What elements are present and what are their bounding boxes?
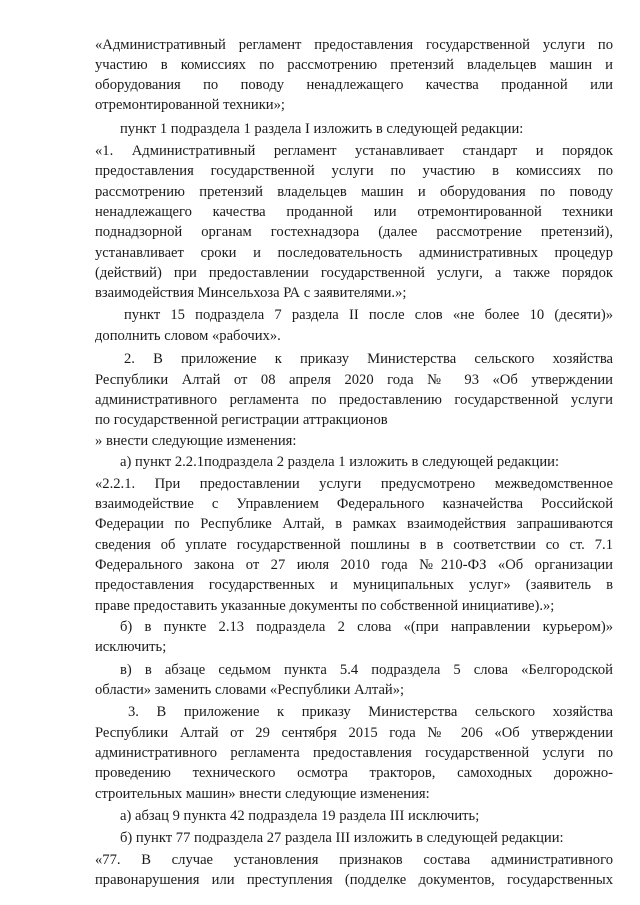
- text-line: праве предоставить указанные документы по собственной инициативе).»;: [95, 598, 555, 614]
- text-line: б) в пункте 2.13 подраздела 2 слова «(при направлении курьером)»: [120, 619, 613, 635]
- text-line: исключить;: [95, 639, 167, 655]
- text-line: ненадлежащего качества проданной или отремонтированной техники: [95, 204, 613, 220]
- text-line: 3. В приложение к приказу Министерства сельского хозяйства: [128, 704, 613, 720]
- text-line: Федерации по Республике Алтай, в рамках взаимодействия запрашиваются: [95, 516, 613, 532]
- text-line: поднадзорной органам гостехнадзора (далее рассмотрение претензий),: [95, 224, 613, 240]
- text-line: а) абзац 9 пункта 42 подраздела 19 раздела III исключить;: [120, 808, 480, 824]
- text-line: пункт 1 подраздела 1 раздела I изложить в следующей редакции:: [120, 121, 524, 137]
- text-line: а) пункт 2.2.1подраздела 2 раздела 1 изложить в следующей редакции:: [120, 454, 559, 470]
- text-line: рассмотрению претензий владельцев машин и оборудования по поводу: [95, 184, 613, 200]
- text-line: отремонтированной техники»;: [95, 97, 285, 113]
- text-line: административного регламента предоставления государственной услуги по: [95, 745, 613, 761]
- text-line: правонарушения или преступления (подделке документов, государственных: [95, 872, 613, 888]
- text-line: пункт 15 подраздела 7 раздела II после слов «не более 10 (десяти)»: [124, 307, 613, 323]
- text-line: Федерального закона от 27 июля 2010 года №210-ФЗ «Об организации: [95, 557, 613, 573]
- text-line: 2. В приложение к приказу Министерства сельского хозяйства: [124, 351, 613, 367]
- text-line: взаимодействие с Управлением Федерального казначейства Российской: [95, 496, 613, 512]
- text-line: «2.2.1. При предоставлении услуги предусмотрено межведомственное: [95, 476, 613, 492]
- text-line: административного регламента по предоставлению государственной услуги: [95, 392, 613, 408]
- text-line: сведения об уплате государственной пошлины в в соответствии со ст. 7.1: [95, 537, 613, 553]
- text-line: б) пункт 77 подраздела 27 раздела III изложить в следующей редакции:: [120, 830, 564, 846]
- text-line: Республики Алтай от 29 сентября 2015 года № 206 «Об утверждении: [95, 725, 613, 741]
- text-line: участию в комиссиях по рассмотрению претензий владельцев машин и: [95, 57, 613, 73]
- text-line: дополнить словом «рабочих».: [95, 328, 281, 344]
- text-line: взаимодействия Минсельхоза РА с заявителями.»;: [95, 285, 407, 301]
- text-line: области» заменить словами «Республики Алтай»;: [95, 682, 405, 698]
- text-line: проведению технического осмотра тракторов, самоходных дорожно-: [95, 765, 613, 781]
- text-line: оборудования по поводу ненадлежащего качества проданной или: [95, 77, 613, 93]
- text-line: в) в абзаце седьмом пункта 5.4 подраздела 5 слова «Белгородской: [120, 662, 613, 678]
- text-line: устанавливает сроки и последовательность административных процедур: [95, 245, 613, 261]
- text-line: (действий) при предоставлении государственной услуги, а также порядок: [95, 265, 613, 281]
- text-line: предоставления государственных и муниципальных услуг» (заявитель в: [95, 577, 613, 593]
- text-line: «1. Административный регламент устанавливает стандарт и порядок: [95, 143, 613, 159]
- text-line: » внести следующие изменения:: [95, 433, 297, 449]
- text-line: по государственной регистрации аттракционов: [95, 412, 388, 428]
- text-line: «Административный регламент предоставления государственной услуги по: [95, 37, 613, 53]
- text-line: предоставления государственной услуги по участию в комиссиях по: [95, 163, 613, 179]
- text-line: «77. В случае установления признаков состава административного: [95, 852, 613, 868]
- text-line: Республики Алтай от 08 апреля 2020 года № 93 «Об утверждении: [95, 372, 613, 388]
- text-line: строительных машин» внести следующие изменения:: [95, 786, 430, 802]
